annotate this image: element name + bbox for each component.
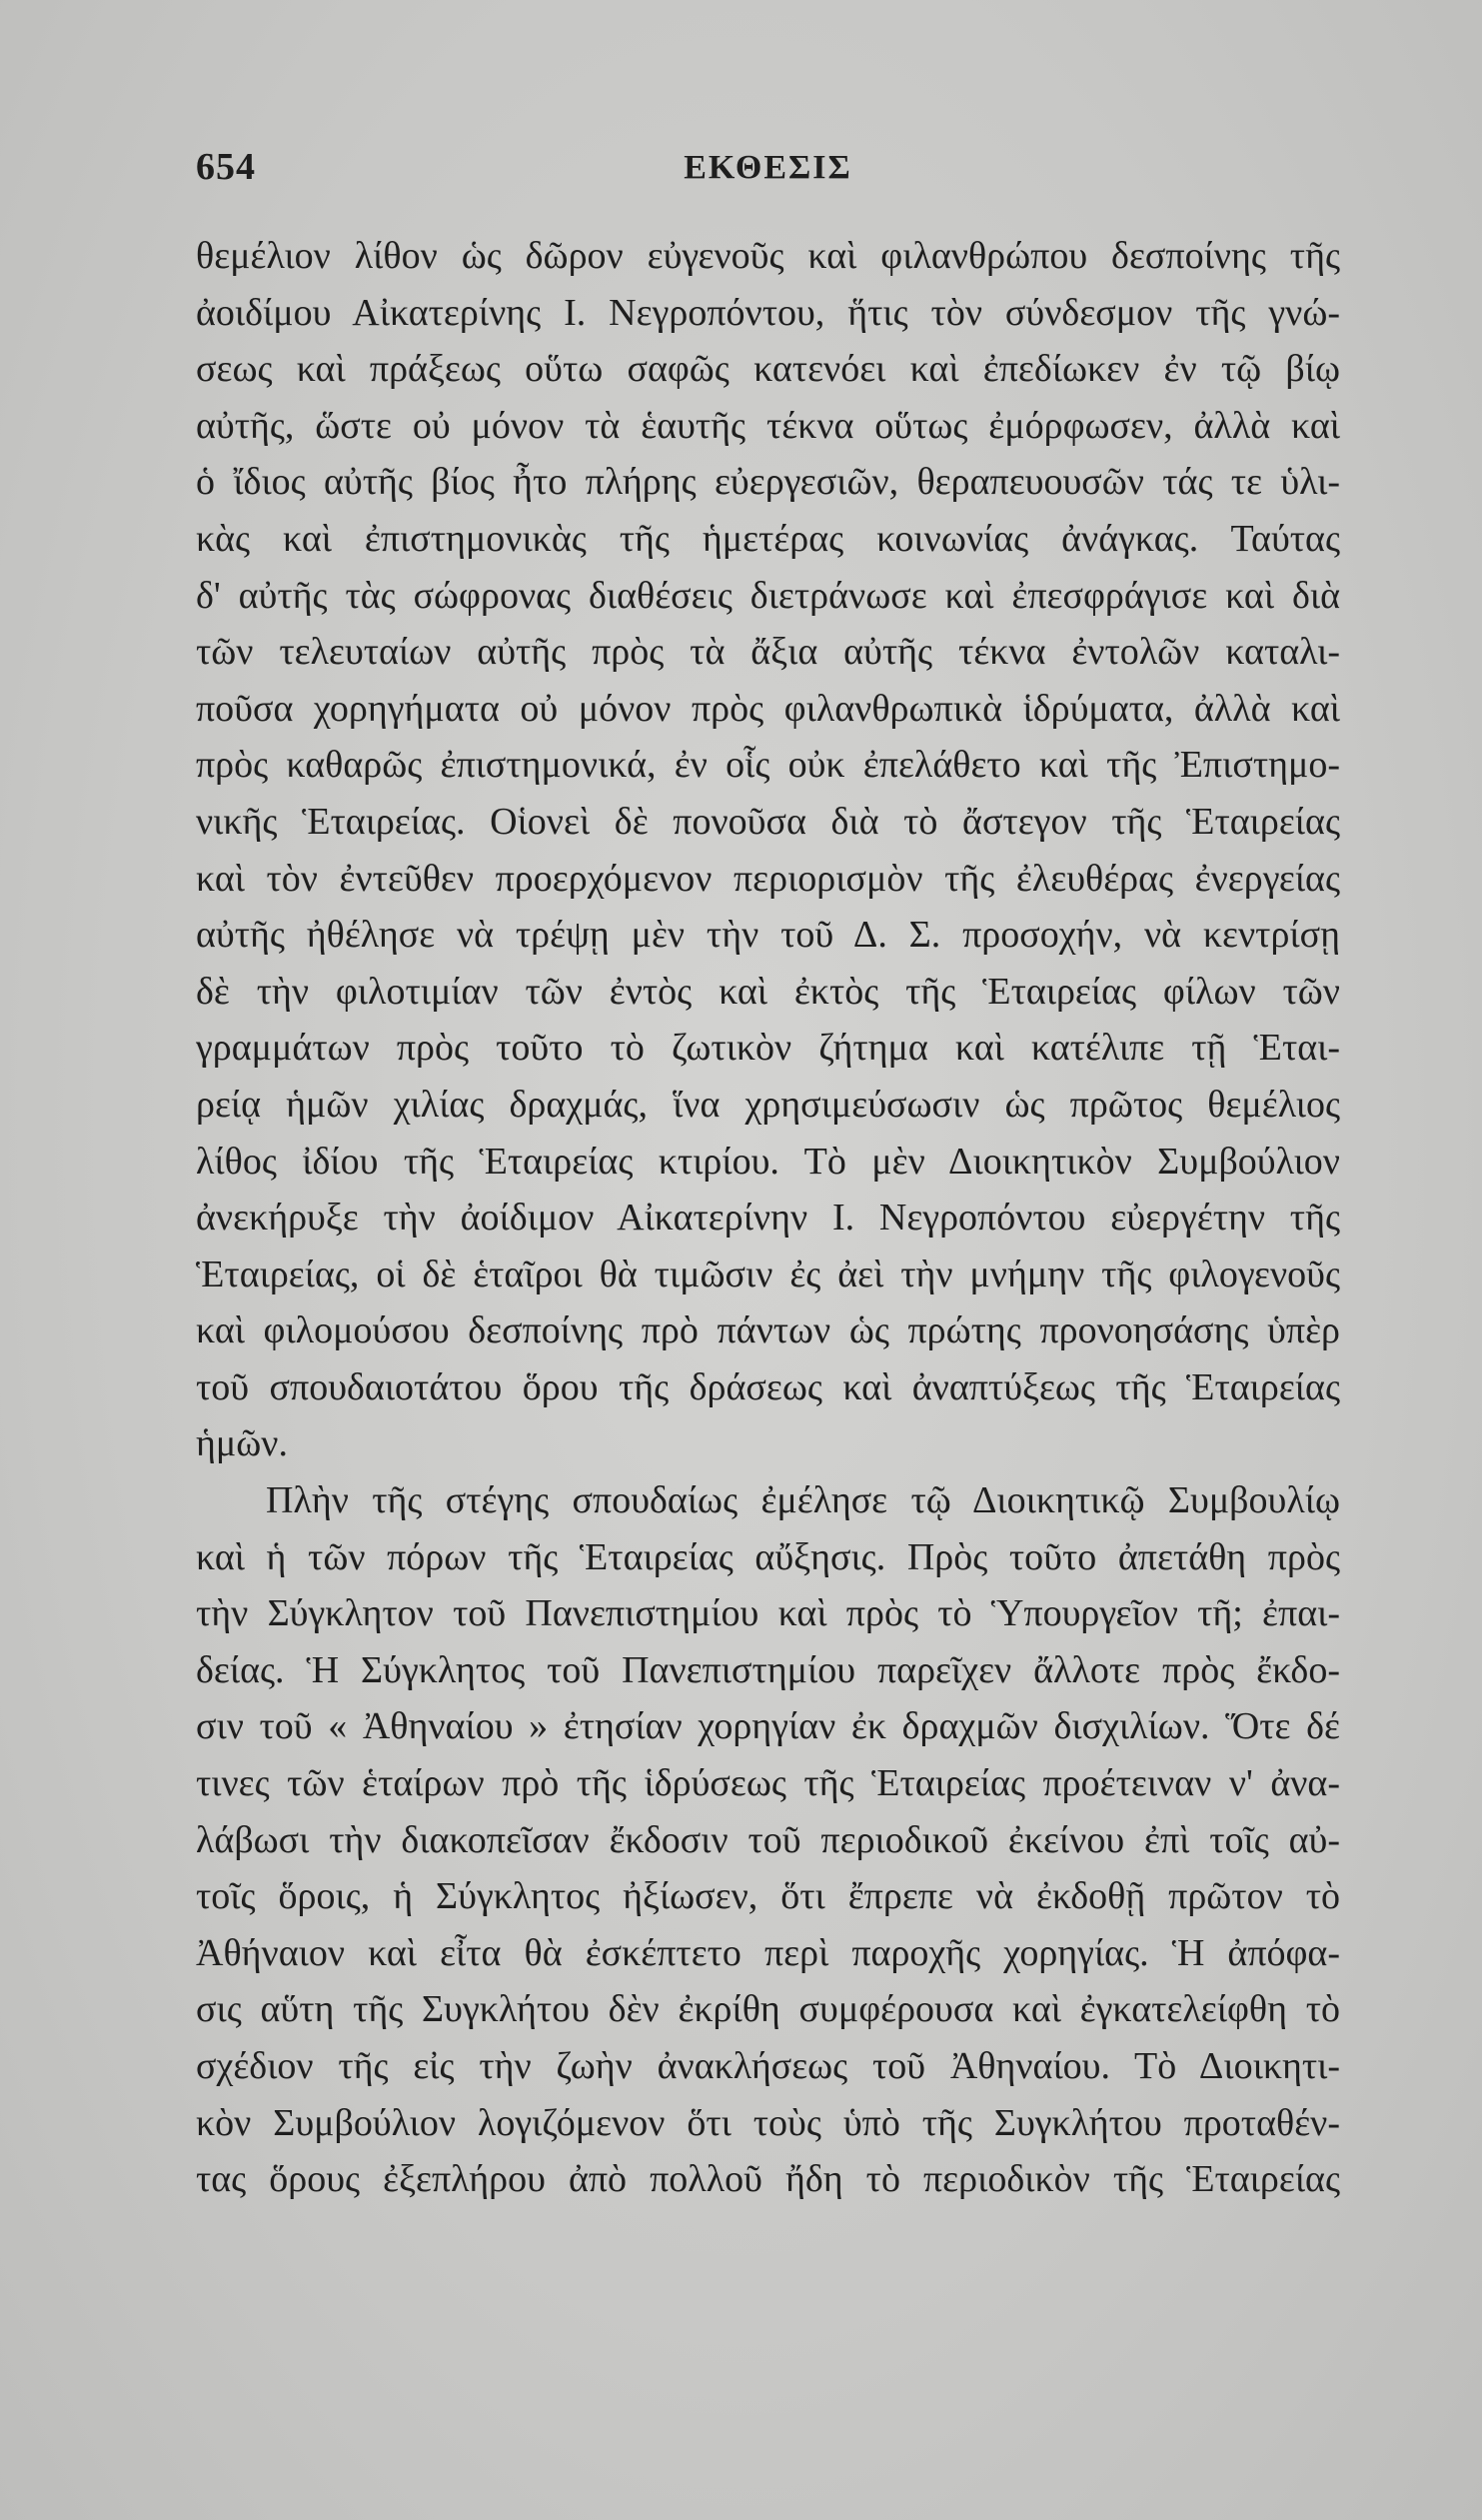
text-line: λάβωσι τὴν διακοπεῖσαν ἔκδοσιν τοῦ περιοδικοῦ ἐκείνου ἐπὶ τοῖς αὐ-: [196, 1818, 1340, 1861]
text-line: αὐτῆς, ὥστε οὐ μόνον τὰ ἑαυτῆς τέκνα οὕτως ἐμόρφωσεν, ἀλλὰ καὶ: [196, 404, 1340, 447]
body-text: [196, 228, 1340, 2208]
text-line: καὶ φιλομούσου δεσποίνης πρὸ πάντων ὡς πρώτης προνοησάσης ὑπὲρ: [196, 1309, 1340, 1352]
text-line: ποῦσα χορηγήματα οὐ μόνον πρὸς φιλανθρωπικὰ ἱδρύματα, ἀλλὰ καὶ: [196, 687, 1340, 730]
text-line: τῶν τελευταίων αὐτῆς πρὸς τὰ ἄξια αὐτῆς τέκνα ἐντολῶν καταλι-: [196, 631, 1340, 674]
text-line: τοῦ σπουδαιοτάτου ὅρου τῆς δράσεως καὶ ἀναπτύξεως τῆς Ἑταιρείας: [196, 1365, 1340, 1408]
text-line: θεμέλιον λίθον ὡς δῶρον εὐγενοῦς καὶ φιλανθρώπου δεσποίνης τῆς: [196, 235, 1340, 277]
running-head: ΕΚΘΕΣΙΣ: [684, 149, 852, 186]
text-line: δ' αὐτῆς τὰς σώφρονας διαθέσεις διετράνωσε καὶ ἐπεσφράγισε καὶ διὰ: [196, 574, 1340, 617]
text-line: κὰς καὶ ἐπιστημονικὰς τῆς ἡμετέρας κοινωνίας ἀνάγκας. Ταύτας: [196, 517, 1340, 560]
text-line: τὴν Σύγκλητον τοῦ Πανεπιστημίου καὶ πρὸς τὸ Ὑπουργεῖον τῆ; ἐπαι-: [196, 1592, 1340, 1635]
text-line: καὶ τὸν ἐντεῦθεν προερχόμενον περιορισμὸν τῆς ἐλευθέρας ἐνεργείας: [196, 857, 1340, 900]
paragraph-start-line: Πλὴν τῆς στέγης σπουδαίως ἐμέλησε τῷ Διοικητικῷ Συμβουλίῳ: [266, 1479, 1340, 1522]
text-line: δὲ τὴν φιλοτιμίαν τῶν ἐντὸς καὶ ἐκτὸς τῆς Ἑταιρείας φίλων τῶν: [196, 970, 1340, 1013]
text-line: σεως καὶ πράξεως οὕτω σαφῶς κατενόει καὶ ἐπεδίωκεν ἐν τῷ βίῳ: [196, 348, 1340, 391]
text-line: ρείᾳ ἡμῶν χιλίας δραχμάς, ἵνα χρησιμεύσωσιν ὡς πρῶτος θεμέλιος: [196, 1083, 1340, 1126]
text-line: νικῆς Ἑταιρείας. Οἱονεὶ δὲ πονοῦσα διὰ τὸ ἄστεγον τῆς Ἑταιρείας: [196, 800, 1340, 843]
text-line: Ἑταιρείας, οἱ δὲ ἑταῖροι θὰ τιμῶσιν ἐς ἀεὶ τὴν μνήμην τῆς φιλογενοῦς: [196, 1253, 1340, 1295]
text-line: ἀοιδίμου Αἰκατερίνης Ι. Νεγροπόντου, ἥτις τὸν σύνδεσμον τῆς γνώ-: [196, 291, 1340, 334]
text-line: γραμμάτων πρὸς τοῦτο τὸ ζωτικὸν ζήτημα καὶ κατέλιπε τῇ Ἑται-: [196, 1027, 1340, 1070]
text-line: κὸν Συμβούλιον λογιζόμενον ὅτι τοὺς ὑπὸ τῆς Συγκλήτου προταθέν-: [196, 2101, 1340, 2144]
paragraph-end-line: ἡμῶν.: [196, 1422, 288, 1465]
text-line: δείας. Ἡ Σύγκλητος τοῦ Πανεπιστημίου παρεῖχεν ἄλλοτε πρὸς ἔκδο-: [196, 1648, 1340, 1691]
text-line: τας ὅρους ἐξεπλήρου ἀπὸ πολλοῦ ἤδη τὸ περιοδικὸν τῆς Ἑταιρείας: [196, 2158, 1340, 2201]
text-line: Ἀθήναιον καὶ εἶτα θὰ ἐσκέπτετο περὶ παροχῆς χορηγίας. Ἡ ἀπόφα-: [196, 1931, 1340, 1974]
text-line: αὐτῆς ἠθέλησε νὰ τρέψῃ μὲν τὴν τοῦ Δ. Σ. προσοχήν, νὰ κεντρίσῃ: [196, 914, 1340, 957]
text-line: σις αὕτη τῆς Συγκλήτου δὲν ἐκρίθη συμφέρουσα καὶ ἐγκατελείφθη τὸ: [196, 1988, 1340, 2031]
text-line: καὶ ἡ τῶν πόρων τῆς Ἑταιρείας αὔξησις. Πρὸς τοῦτο ἀπετάθη πρὸς: [196, 1535, 1340, 1578]
text-line: ὁ ἴδιος αὐτῆς βίος ἦτο πλήρης εὐεργεσιῶν, θεραπευουσῶν τάς τε ὑλι-: [196, 461, 1340, 504]
text-line: πρὸς καθαρῶς ἐπιστημονικά, ἐν οἷς οὐκ ἐπελάθετο καὶ τῆς Ἐπιστημο-: [196, 744, 1340, 787]
text-line: τοῖς ὅροις, ἡ Σύγκλητος ἠξίωσεν, ὅτι ἔπρεπε νὰ ἐκδοθῇ πρῶτον τὸ: [196, 1875, 1340, 1918]
text-line: σχέδιον τῆς εἰς τὴν ζωὴν ἀνακλήσεως τοῦ Ἀθηναίου. Τὸ Διοικητι-: [196, 2045, 1340, 2087]
text-line: σιν τοῦ « Ἀθηναίου » ἐτησίαν χορηγίαν ἐκ δραχμῶν δισχιλίων. Ὅτε δέ: [196, 1705, 1340, 1748]
page-number: 654: [196, 146, 256, 188]
text-line: τινες τῶν ἑταίρων πρὸ τῆς ἱδρύσεως τῆς Ἑταιρείας προέτειναν ν' ἀνα-: [196, 1762, 1340, 1805]
text-line: λίθος ἰδίου τῆς Ἑταιρείας κτιρίου. Τὸ μὲν Διοικητικὸν Συμβούλιον: [196, 1140, 1340, 1183]
page-header: [196, 145, 1340, 205]
text-line: ἀνεκήρυξε τὴν ἀοίδιμον Αἰκατερίνην Ι. Νεγροπόντου εὐεργέτην τῆς: [196, 1197, 1340, 1240]
